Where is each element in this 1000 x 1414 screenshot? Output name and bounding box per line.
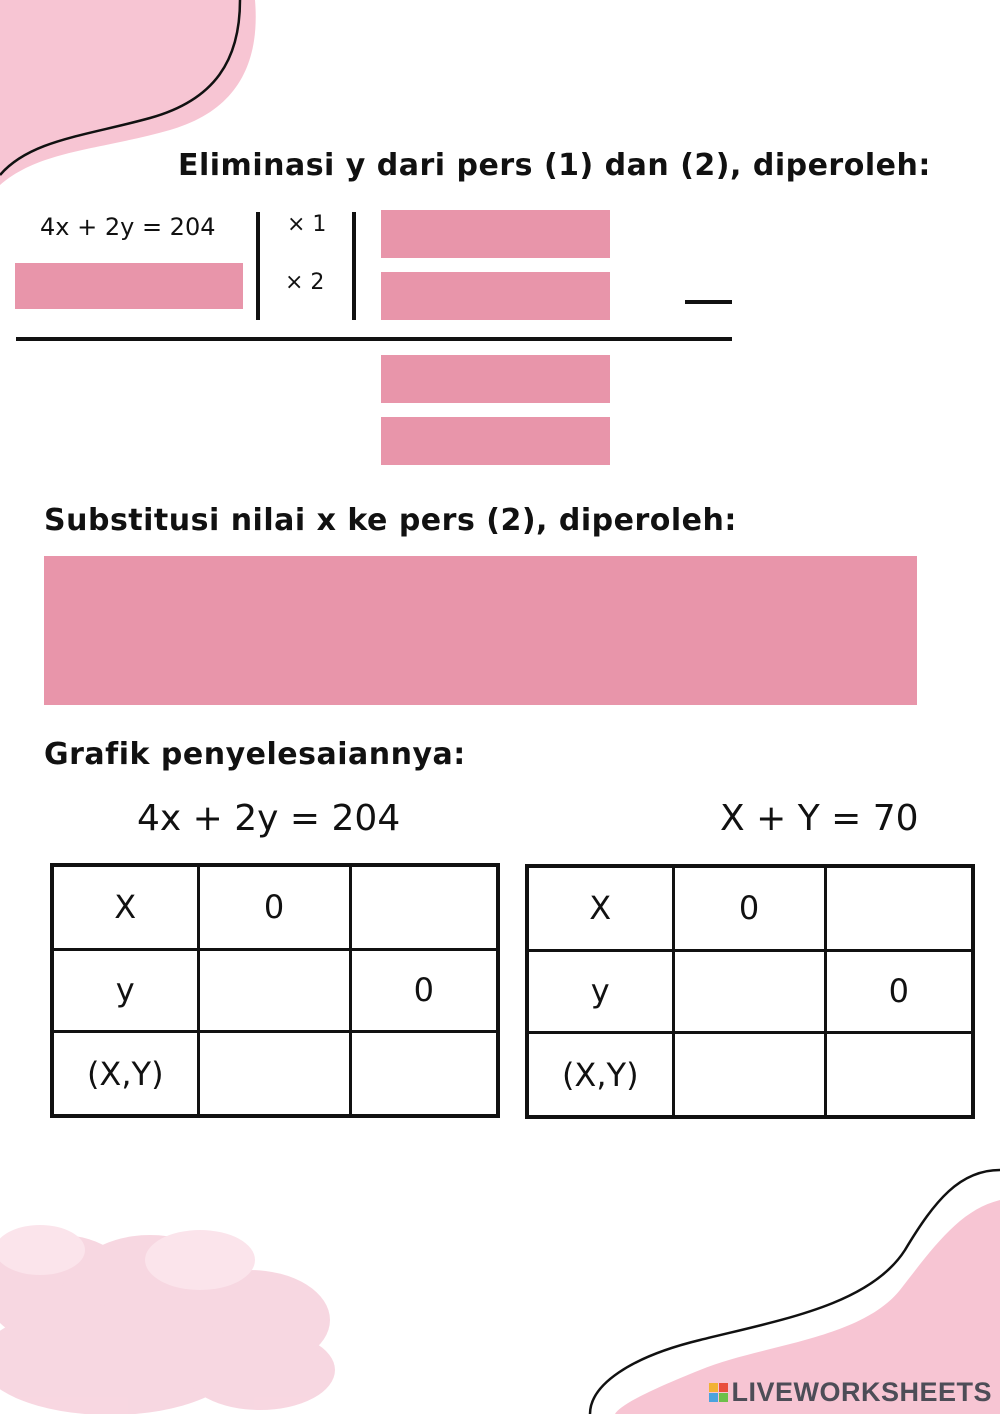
table-row	[52, 949, 498, 1032]
table-cell: 0	[350, 949, 498, 1032]
elimination-result-1-input-box[interactable]	[381, 355, 610, 403]
multiplier-1-label: × 1	[287, 212, 327, 237]
subtraction-line	[16, 337, 732, 341]
table-cell: 0	[825, 950, 973, 1033]
table-row	[52, 1032, 498, 1116]
divider-line-right	[352, 212, 356, 320]
elimination-heading: Eliminasi y dari pers (1) dan (2), diperoleh:	[178, 148, 931, 183]
liveworksheets-logo-icon	[709, 1383, 728, 1402]
liveworksheets-brand[interactable]	[709, 1377, 992, 1408]
table-cell-input[interactable]	[673, 950, 825, 1033]
multiplied-eq-1-input-box[interactable]	[381, 210, 610, 258]
table-cell-header: y	[52, 949, 198, 1032]
table-cell-input[interactable]	[350, 1032, 498, 1116]
graph-heading: Grafik penyelesaiannya:	[44, 737, 466, 772]
table-cell-input[interactable]	[673, 1033, 825, 1117]
minus-sign	[685, 300, 732, 304]
brand-name: LIVEWORKSHEETS	[731, 1377, 992, 1407]
table-cell-header: X	[52, 865, 198, 949]
table-row	[527, 1033, 973, 1117]
table-cell-header: (X,Y)	[527, 1033, 673, 1117]
table-row	[52, 865, 498, 949]
multiplier-2-label: × 2	[285, 270, 325, 295]
table-2	[525, 864, 975, 1119]
table-cell: 0	[673, 866, 825, 950]
table-cell-header: X	[527, 866, 673, 950]
table-cell-input[interactable]	[198, 1032, 350, 1116]
table-cell-input[interactable]	[825, 1033, 973, 1117]
table-cell-header: (X,Y)	[52, 1032, 198, 1116]
table-cell: 0	[198, 865, 350, 949]
table-row	[527, 950, 973, 1033]
equation-1-label: 4x + 2y = 204	[40, 213, 216, 241]
table-cell-input[interactable]	[198, 949, 350, 1032]
elimination-result-2-input-box[interactable]	[381, 417, 610, 465]
table-row	[527, 866, 973, 950]
table-cell-input[interactable]	[825, 866, 973, 950]
multiplied-eq-2-input-box[interactable]	[381, 272, 610, 320]
table-1-title: 4x + 2y = 204	[137, 798, 401, 839]
equation-2-input-box[interactable]	[15, 263, 243, 309]
table-cell-header: y	[527, 950, 673, 1033]
table-2-title: X + Y = 70	[720, 798, 919, 839]
divider-line-left	[256, 212, 260, 320]
substitution-heading: Substitusi nilai x ke pers (2), diperoleh:	[44, 503, 737, 538]
table-1	[50, 863, 500, 1118]
table-cell-input[interactable]	[350, 865, 498, 949]
substitution-answer-box[interactable]	[44, 556, 917, 705]
